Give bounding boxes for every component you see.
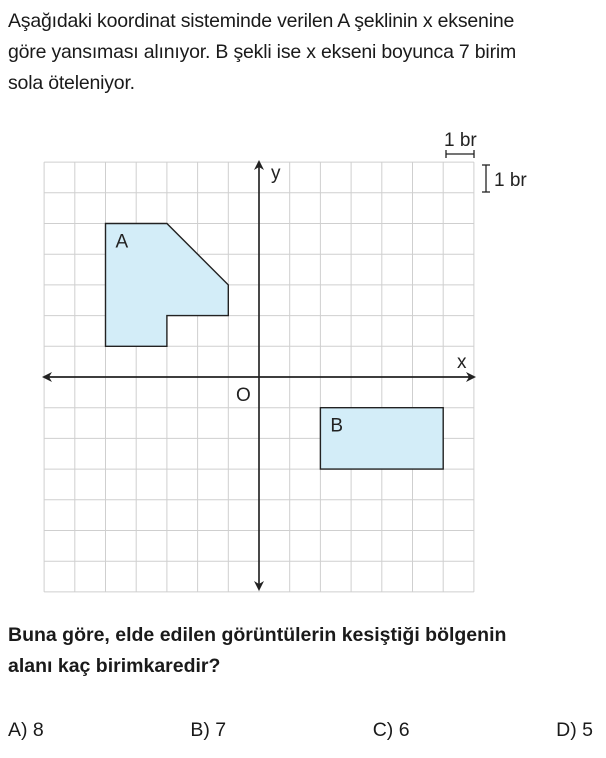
prompt-line-2: alanı kaç birimkaredir?: [8, 655, 221, 677]
question-prompt: [8, 620, 603, 682]
origin-label: O: [236, 385, 251, 406]
option-a-letter: A): [8, 719, 28, 741]
option-d-value: 5: [582, 719, 593, 741]
shape-a-label: A: [115, 231, 129, 253]
shape-b-label: B: [330, 415, 344, 437]
y-axis-label: y: [271, 163, 281, 184]
option-d-letter: D): [556, 719, 577, 741]
option-b-value: 7: [215, 719, 227, 741]
scale-vertical-label: 1 br: [494, 170, 527, 191]
scale-horizontal-marker: [446, 150, 474, 158]
option-c-letter: C): [372, 719, 394, 741]
option-b[interactable]: [190, 716, 226, 744]
question-line-1: Aşağıdaki koordinat sisteminde verilen A şeklinin x eksenine: [8, 10, 515, 32]
option-d[interactable]: [556, 716, 593, 744]
answer-options: [8, 716, 593, 744]
option-a[interactable]: [8, 716, 44, 744]
prompt-line-1: Buna göre, elde edilen görüntülerin kesiştiği bölgenin: [8, 624, 507, 646]
option-c-value: 6: [398, 719, 410, 741]
question-line-2: göre yansıması alınıyor. B şekli ise x ekseni boyunca 7 birim: [8, 41, 517, 63]
option-a-value: 8: [32, 719, 44, 741]
option-c[interactable]: [373, 716, 410, 744]
question-line-3: sola öteleniyor.: [8, 72, 135, 94]
x-axis-label: x: [457, 352, 467, 373]
scale-horizontal-label: 1 br: [444, 130, 477, 151]
option-b-letter: B): [190, 719, 210, 741]
scale-vertical-marker: [482, 165, 490, 192]
